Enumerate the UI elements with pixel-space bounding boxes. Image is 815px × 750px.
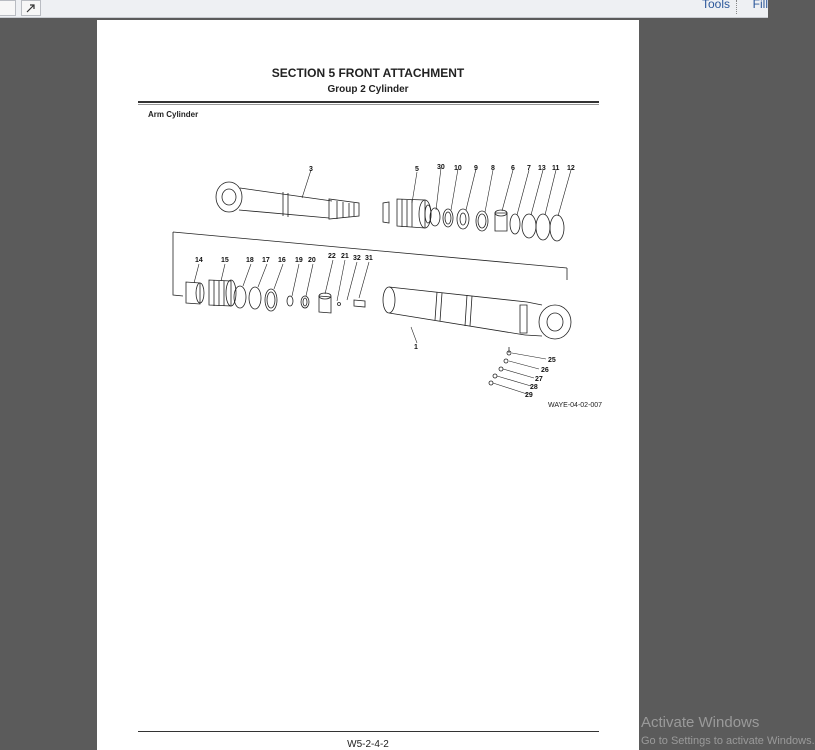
callout-32: 32 [353,255,361,262]
document-page [97,20,639,750]
callout-14: 14 [195,257,203,264]
figure-code: WAYE-04-02-007 [548,402,603,409]
rod-seals-top [430,208,564,241]
callout-3: 3 [309,166,313,173]
activation-watermark-subtitle: Go to Settings to activate Windows. [641,735,815,747]
callout-9: 9 [474,165,478,172]
callout-30: 30 [437,164,445,171]
callout-21: 21 [341,253,349,260]
viewer-toolbar [0,0,768,18]
arm-cylinder-exploded-diagram [97,20,639,420]
page-number: W5-2-4-2 [347,739,389,750]
callout-8: 8 [491,165,495,172]
callout-7: 7 [527,165,531,172]
expand-arrow-icon [22,1,40,15]
group-title: Group 2 Cylinder [327,84,409,95]
callout-11: 11 [552,165,560,172]
callout-26: 26 [541,367,549,374]
callout-20: 20 [308,257,316,264]
callout-5: 5 [415,166,419,173]
callout-18: 18 [246,257,254,264]
callout-1: 1 [414,344,418,351]
callout-10: 10 [454,165,462,172]
section-title: SECTION 5 FRONT ATTACHMENT [271,66,465,80]
callout-27: 27 [535,376,543,383]
callout-28: 28 [530,384,538,391]
callout-13: 13 [538,165,546,172]
callout-31: 31 [365,255,373,262]
toolbar-button-left[interactable] [0,0,16,16]
callout-16: 16 [278,257,286,264]
callout-19: 19 [295,257,303,264]
tools-menu[interactable]: Tools [701,0,730,11]
callout-6: 6 [511,165,515,172]
expand-icon[interactable] [21,0,41,16]
callout-12: 12 [567,165,575,172]
fill-sign-menu[interactable]: Fill [752,0,768,11]
toolbar-separator [736,0,738,14]
piston-rod-part [216,182,359,219]
activation-watermark-title: Activate Windows [641,714,760,731]
cylinder-tube-part [383,287,571,339]
callout-15: 15 [221,257,229,264]
footer-rule [138,731,599,732]
rod-cover-part [383,199,431,228]
subheading: Arm Cylinder [148,110,199,119]
callout-22: 22 [328,253,336,260]
callout-17: 17 [262,257,270,264]
callout-25: 25 [548,357,556,364]
callout-29: 29 [525,392,533,399]
